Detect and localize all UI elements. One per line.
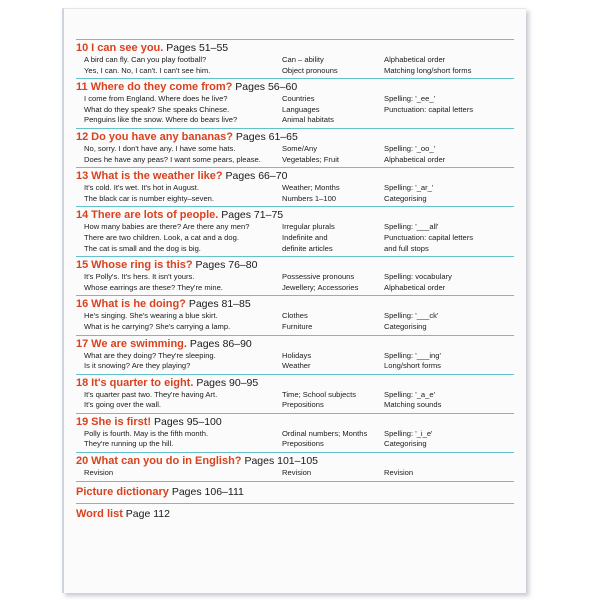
unit-title: Do you have any bananas? bbox=[91, 130, 233, 143]
unit-16 bbox=[76, 295, 514, 334]
example-sentences: Polly is fourth. May is the fifth month. bbox=[84, 428, 209, 438]
vocabulary-grammar: Holidays bbox=[282, 350, 312, 360]
unit-heading bbox=[76, 338, 514, 351]
unit-title: What is he doing? bbox=[91, 298, 186, 311]
unit-12 bbox=[76, 128, 514, 167]
unit-title: What is the weather like? bbox=[91, 170, 223, 183]
unit-heading bbox=[76, 42, 514, 55]
unit-11 bbox=[76, 78, 514, 128]
unit-row bbox=[76, 155, 514, 166]
example-sentences: It's cold. It's wet. It's hot in August. bbox=[84, 183, 199, 193]
unit-pages: Pages 66–70 bbox=[225, 170, 288, 183]
unit-pages: Pages 86–90 bbox=[189, 337, 252, 350]
example-sentences: It's quarter past two. They're having Art. bbox=[84, 389, 218, 399]
example-sentences: No, sorry. I don't have any. I have some hats. bbox=[84, 143, 236, 153]
skills: Alphabetical order bbox=[384, 55, 446, 64]
unit-row bbox=[76, 439, 514, 450]
unit-number: 12 bbox=[76, 130, 89, 143]
skills: Categorising bbox=[384, 439, 427, 449]
vocabulary-grammar: Irregular plurals bbox=[282, 222, 335, 232]
vocabulary-grammar: Prepositions bbox=[282, 439, 324, 449]
unit-number: 19 bbox=[76, 415, 89, 428]
unit-row bbox=[76, 361, 514, 372]
unit-number: 11 bbox=[76, 81, 88, 94]
skills: Alphabetical order bbox=[384, 282, 446, 292]
example-sentences: What are they doing? They're sleeping. bbox=[84, 350, 216, 360]
skills: Alphabetical order bbox=[384, 154, 446, 164]
unit-pages: Pages 51–55 bbox=[166, 42, 229, 54]
example-sentences: Yes, I can. No, I can't. I can't see him. bbox=[84, 65, 211, 75]
unit-number: 13 bbox=[76, 170, 89, 183]
unit-number: 18 bbox=[76, 376, 89, 389]
extra-title: Word list bbox=[76, 507, 123, 520]
unit-pages: Pages 61–65 bbox=[235, 130, 298, 143]
extra-section bbox=[76, 503, 514, 525]
vocabulary-grammar: Jewellery; Accessories bbox=[282, 282, 359, 292]
unit-row bbox=[76, 55, 514, 66]
unit-pages: Pages 56–60 bbox=[235, 81, 298, 94]
extra-section bbox=[76, 481, 514, 503]
skills: Matching sounds bbox=[384, 400, 442, 410]
vocabulary-grammar: Weather; Months bbox=[282, 183, 340, 193]
unit-row bbox=[76, 183, 514, 194]
example-sentences: How many babies are there? Are there any men? bbox=[84, 222, 250, 232]
vocabulary-grammar: Animal habitats bbox=[282, 115, 334, 125]
unit-heading bbox=[76, 455, 514, 468]
unit-number: 17 bbox=[76, 337, 89, 350]
vocabulary-grammar: Object pronouns bbox=[282, 65, 338, 75]
unit-row bbox=[76, 322, 514, 333]
vocabulary-grammar: Countries bbox=[282, 94, 315, 104]
unit-20 bbox=[76, 452, 514, 481]
unit-row bbox=[76, 390, 514, 401]
unit-row bbox=[76, 283, 514, 294]
skills: Spelling: '_a_e' bbox=[384, 389, 436, 399]
vocabulary-grammar: Indefinite and bbox=[282, 232, 328, 242]
unit-heading bbox=[76, 170, 514, 183]
skills: Spelling: '_oo_' bbox=[384, 143, 436, 153]
unit-row bbox=[76, 468, 514, 479]
unit-title: We are swimming. bbox=[91, 337, 187, 350]
extra-pages: Pages 106–111 bbox=[171, 485, 244, 498]
skills: Spelling: vocabulary bbox=[384, 272, 452, 282]
unit-title: There are lots of people. bbox=[91, 209, 219, 222]
vocabulary-grammar: Vegetables; Fruit bbox=[282, 154, 339, 164]
vocabulary-grammar: Revision bbox=[282, 468, 312, 478]
extra-pages: Page 112 bbox=[125, 507, 170, 520]
skills: Spelling: '___ck' bbox=[384, 311, 439, 321]
unit-row bbox=[76, 429, 514, 440]
unit-title: She is first! bbox=[91, 415, 152, 428]
unit-heading bbox=[76, 209, 514, 222]
unit-pages: Pages 95–100 bbox=[154, 415, 222, 428]
skills: Punctuation: capital letters bbox=[384, 104, 474, 114]
example-sentences: Whose earrings are these? They're mine. bbox=[84, 282, 223, 292]
unit-heading bbox=[76, 298, 514, 311]
unit-pages: Pages 90–95 bbox=[196, 376, 259, 389]
skills: Categorising bbox=[384, 193, 427, 203]
book-page bbox=[62, 8, 526, 593]
unit-10 bbox=[76, 39, 514, 78]
example-sentences: Does he have any peas? I want some pears, please. bbox=[84, 154, 261, 164]
unit-row bbox=[76, 194, 514, 205]
skills: Long/short forms bbox=[384, 361, 441, 371]
unit-number: 16 bbox=[76, 298, 89, 311]
unit-row bbox=[76, 115, 514, 126]
unit-number: 14 bbox=[76, 209, 89, 222]
skills: and full stops bbox=[384, 243, 429, 253]
unit-15 bbox=[76, 256, 514, 295]
vocabulary-grammar: Ordinal numbers; Months bbox=[282, 428, 368, 438]
contents-list bbox=[76, 39, 514, 525]
vocabulary-grammar: Time; School subjects bbox=[282, 389, 356, 399]
unit-19 bbox=[76, 413, 514, 452]
unit-row bbox=[76, 351, 514, 362]
vocabulary-grammar: Furniture bbox=[282, 321, 313, 331]
unit-heading bbox=[76, 81, 514, 94]
vocabulary-grammar: Weather bbox=[282, 361, 311, 371]
example-sentences: It's going over the wall. bbox=[84, 400, 162, 410]
example-sentences: There are two children. Look, a cat and a dog. bbox=[84, 232, 239, 242]
example-sentences: I come from England. Where does he live? bbox=[84, 94, 228, 104]
skills bbox=[384, 115, 514, 126]
unit-heading bbox=[76, 131, 514, 144]
example-sentences: The black car is number eighty–seven. bbox=[84, 193, 215, 203]
skills: Spelling: '_ar_' bbox=[384, 183, 434, 193]
unit-number: 10 bbox=[76, 42, 89, 54]
unit-row bbox=[76, 94, 514, 105]
unit-row bbox=[76, 311, 514, 322]
skills: Punctuation: capital letters bbox=[384, 232, 474, 242]
unit-pages: Pages 71–75 bbox=[221, 209, 284, 222]
skills: Spelling: '___all' bbox=[384, 222, 439, 232]
unit-row bbox=[76, 244, 514, 255]
vocabulary-grammar: Languages bbox=[282, 104, 320, 114]
skills: Categorising bbox=[384, 321, 427, 331]
unit-heading bbox=[76, 259, 514, 272]
unit-14 bbox=[76, 206, 514, 256]
unit-title: What can you do in English? bbox=[91, 455, 242, 468]
unit-row bbox=[76, 222, 514, 233]
unit-title: I can see you. bbox=[91, 42, 164, 54]
vocabulary-grammar: Some/Any bbox=[282, 143, 318, 153]
unit-row bbox=[76, 144, 514, 155]
skills: Spelling: '_ee_' bbox=[384, 94, 436, 104]
unit-pages: Pages 81–85 bbox=[188, 298, 251, 311]
example-sentences: It's Polly's. It's hers. It isn't yours. bbox=[84, 272, 195, 282]
example-sentences: The cat is small and the dog is big. bbox=[84, 243, 201, 253]
skills: Spelling: '_i_e' bbox=[384, 428, 433, 438]
unit-pages: Pages 76–80 bbox=[195, 259, 258, 272]
unit-13 bbox=[76, 167, 514, 206]
unit-pages: Pages 101–105 bbox=[244, 455, 319, 468]
vocabulary-grammar: Can – ability bbox=[282, 55, 324, 64]
unit-number: 15 bbox=[76, 259, 89, 272]
vocabulary-grammar: Numbers 1–100 bbox=[282, 193, 337, 203]
unit-17 bbox=[76, 335, 514, 374]
vocabulary-grammar: Possessive pronouns bbox=[282, 272, 355, 282]
example-sentences: They're running up the hill. bbox=[84, 439, 174, 449]
unit-number: 20 bbox=[76, 455, 89, 468]
unit-row bbox=[76, 272, 514, 283]
unit-row bbox=[76, 66, 514, 77]
skills: Revision bbox=[384, 468, 414, 478]
unit-title: Whose ring is this? bbox=[91, 259, 193, 272]
unit-row bbox=[76, 105, 514, 116]
example-sentences: A bird can fly. Can you play football? bbox=[84, 55, 207, 64]
example-sentences: Penguins like the snow. Where do bears live? bbox=[84, 115, 238, 125]
example-sentences: What do they speak? She speaks Chinese. bbox=[84, 104, 230, 114]
extra-title: Picture dictionary bbox=[76, 485, 169, 498]
unit-row bbox=[76, 400, 514, 411]
unit-heading bbox=[76, 416, 514, 429]
example-sentences: Revision bbox=[84, 468, 114, 478]
example-sentences: Is it snowing? Are they playing? bbox=[84, 361, 191, 371]
example-sentences: What is he carrying? She's carrying a lamp. bbox=[84, 321, 231, 331]
unit-title: Where do they come from? bbox=[90, 81, 233, 94]
vocabulary-grammar: definite articles bbox=[282, 243, 333, 253]
unit-row bbox=[76, 233, 514, 244]
skills: Matching long/short forms bbox=[384, 65, 472, 75]
unit-18 bbox=[76, 374, 514, 413]
vocabulary-grammar: Prepositions bbox=[282, 400, 324, 410]
unit-title: It's quarter to eight. bbox=[91, 376, 194, 389]
unit-heading bbox=[76, 377, 514, 390]
skills: Spelling: '___ing' bbox=[384, 350, 441, 360]
example-sentences: He's singing. She's wearing a blue skirt. bbox=[84, 311, 218, 321]
vocabulary-grammar: Clothes bbox=[282, 311, 308, 321]
